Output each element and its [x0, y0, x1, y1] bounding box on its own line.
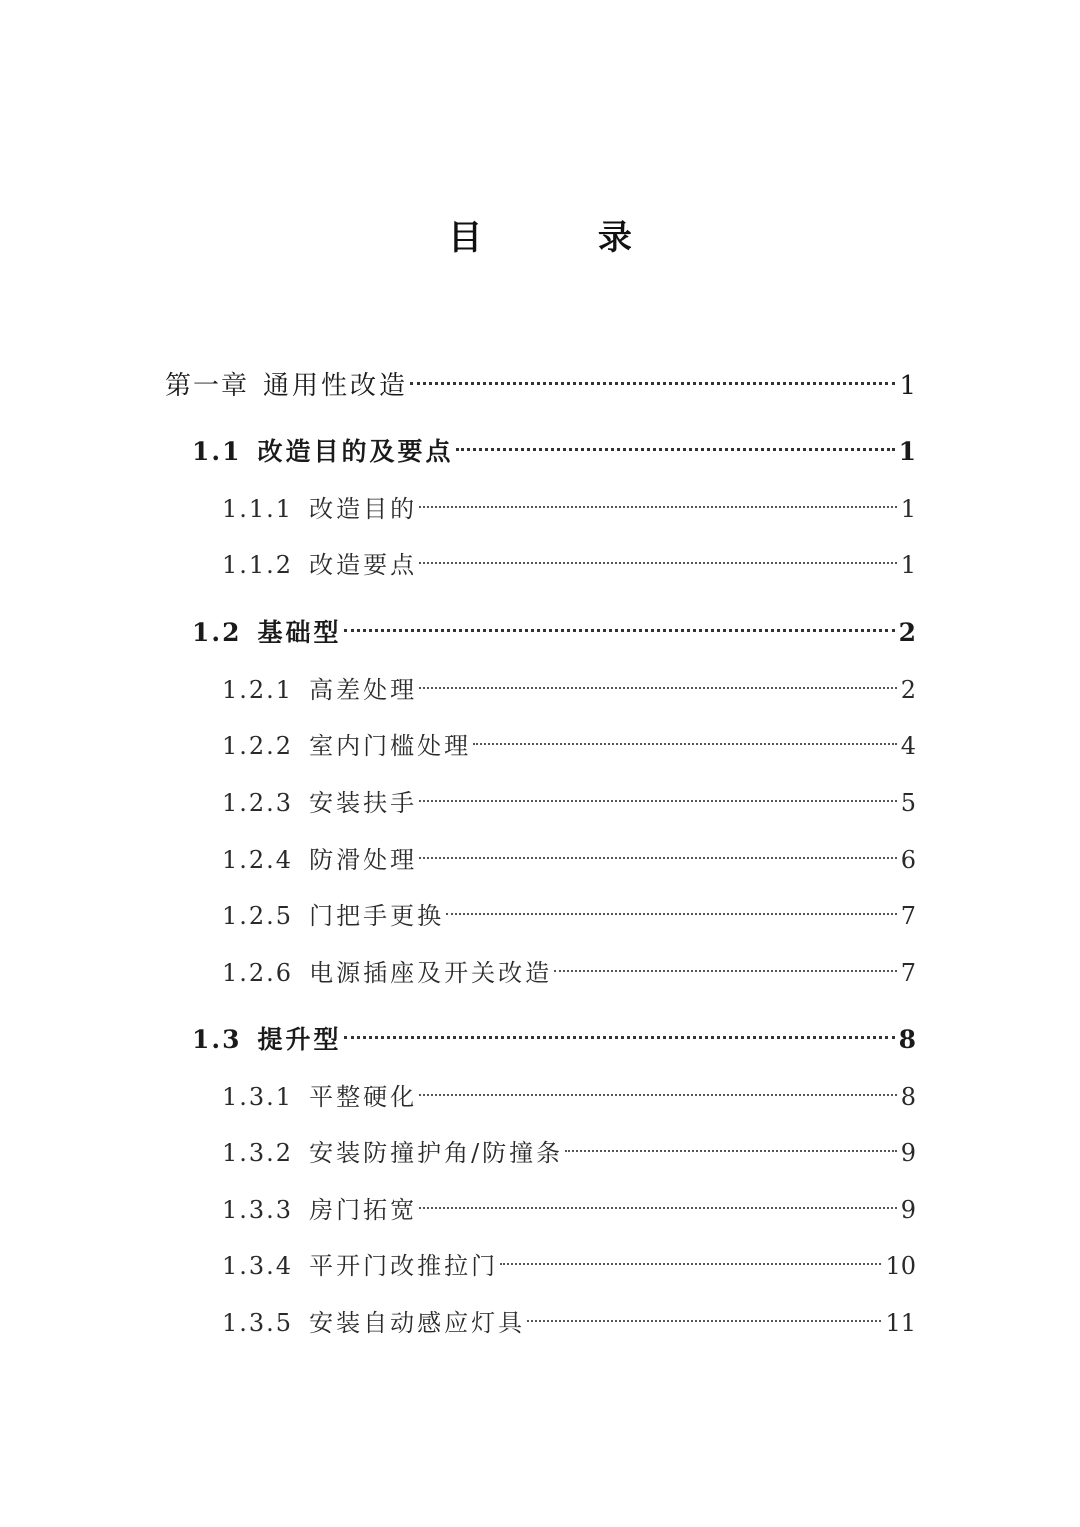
toc-leader-dots [554, 941, 897, 981]
toc-page-number: 8 [900, 1083, 916, 1111]
toc-leader-dots [500, 1234, 881, 1274]
toc-number: 1.3.3 [222, 1196, 294, 1224]
toc-number: 1.1 [192, 437, 242, 466]
toc-label: 改造要点 [309, 551, 418, 579]
toc-leader-dots [565, 1121, 897, 1161]
toc-label: 电源插座及开关改造 [309, 959, 553, 987]
toc-leader-dots [419, 1178, 897, 1218]
toc-number: 1.2.4 [222, 846, 294, 874]
toc-number: 1.2.3 [222, 789, 294, 817]
toc-label: 安装自动感应灯具 [309, 1309, 526, 1337]
toc-number: 1.2.6 [222, 959, 294, 987]
toc-number: 1.2.2 [222, 732, 294, 760]
toc-leader-dots [419, 771, 897, 811]
toc-entry-1-2-5 [222, 884, 916, 930]
toc-entry-1-3 [192, 1008, 916, 1054]
toc-number: 1.3 [192, 1025, 242, 1054]
toc-page-number: 1 [900, 551, 916, 579]
toc-entry-1-1 [192, 420, 916, 466]
toc-number: 1.1.1 [222, 495, 294, 523]
toc-page-number: 7 [900, 902, 916, 930]
toc-label: 房门拓宽 [309, 1196, 418, 1224]
toc-page-number: 9 [900, 1139, 916, 1167]
toc-label: 安装防撞护角/防撞条 [309, 1139, 564, 1167]
toc-page-number: 2 [900, 676, 916, 704]
toc-entry-1-3-5 [222, 1291, 916, 1337]
toc-leader-dots [419, 533, 897, 573]
toc-leader-dots [527, 1291, 881, 1331]
toc-entry-1-2-3 [222, 771, 916, 817]
toc-label: 改造目的 [309, 495, 418, 523]
toc-label: 通用性改造 [263, 371, 409, 401]
toc-entry-1-2-2 [222, 714, 916, 760]
toc-label: 室内门槛处理 [309, 732, 472, 760]
toc-number: 1.2 [192, 618, 242, 647]
toc-page-number: 10 [885, 1252, 916, 1280]
toc-label: 改造目的及要点 [257, 437, 454, 466]
toc-number: 1.1.2 [222, 551, 294, 579]
toc-entry-1-2-6 [222, 941, 916, 987]
toc-page-number: 1 [900, 495, 916, 523]
toc-page-number: 1 [899, 371, 916, 401]
toc-leader-dots [344, 601, 895, 641]
toc-page-number: 7 [900, 959, 916, 987]
toc-leader-dots [419, 1065, 897, 1105]
toc-entry-1-2-1 [222, 658, 916, 704]
toc-label: 基础型 [257, 618, 342, 647]
toc-leader-dots [419, 658, 897, 698]
toc-leader-dots [473, 714, 897, 754]
toc-page-number: 6 [900, 846, 916, 874]
toc-entry-1-2 [192, 601, 916, 647]
toc-entry-1-3-3 [222, 1178, 916, 1224]
toc-label: 平整硬化 [309, 1083, 418, 1111]
toc-label: 提升型 [257, 1025, 342, 1054]
toc-entry-1-2-4 [222, 828, 916, 874]
toc-entry-1-3-1 [222, 1065, 916, 1111]
toc-number: 第一章 [165, 371, 250, 401]
toc-page-number: 4 [900, 732, 916, 760]
toc-leader-dots [446, 884, 897, 924]
toc-label: 安装扶手 [309, 789, 418, 817]
toc-page-number: 8 [898, 1025, 916, 1054]
toc-number: 1.2.1 [222, 676, 294, 704]
toc-leader-dots [456, 420, 895, 460]
toc-entry-1-3-2 [222, 1121, 916, 1167]
toc-label: 平开门改推拉门 [309, 1252, 499, 1280]
toc-leader-dots [419, 828, 897, 868]
toc-entry-chapter-1 [165, 354, 916, 401]
toc-leader-dots [419, 477, 897, 517]
toc-label: 防滑处理 [309, 846, 418, 874]
toc-page-number: 9 [900, 1196, 916, 1224]
page-title: 目 录 [448, 218, 684, 258]
toc-leader-dots [344, 1008, 895, 1048]
toc-number: 1.3.4 [222, 1252, 294, 1280]
toc-number: 1.3.5 [222, 1309, 294, 1337]
toc-number: 1.3.1 [222, 1083, 294, 1111]
toc-entry-1-3-4 [222, 1234, 916, 1280]
toc-page-number: 1 [898, 437, 916, 466]
toc-page-number: 5 [900, 789, 916, 817]
toc-leader-dots [410, 354, 895, 394]
toc-label: 门把手更换 [309, 902, 445, 930]
toc-label: 高差处理 [309, 676, 418, 704]
toc-entry-1-1-2 [222, 533, 916, 579]
toc-number: 1.2.5 [222, 902, 294, 930]
toc-page-number: 2 [898, 618, 916, 647]
toc-entry-1-1-1 [222, 477, 916, 523]
toc-number: 1.3.2 [222, 1139, 294, 1167]
toc-page-number: 11 [885, 1309, 916, 1337]
